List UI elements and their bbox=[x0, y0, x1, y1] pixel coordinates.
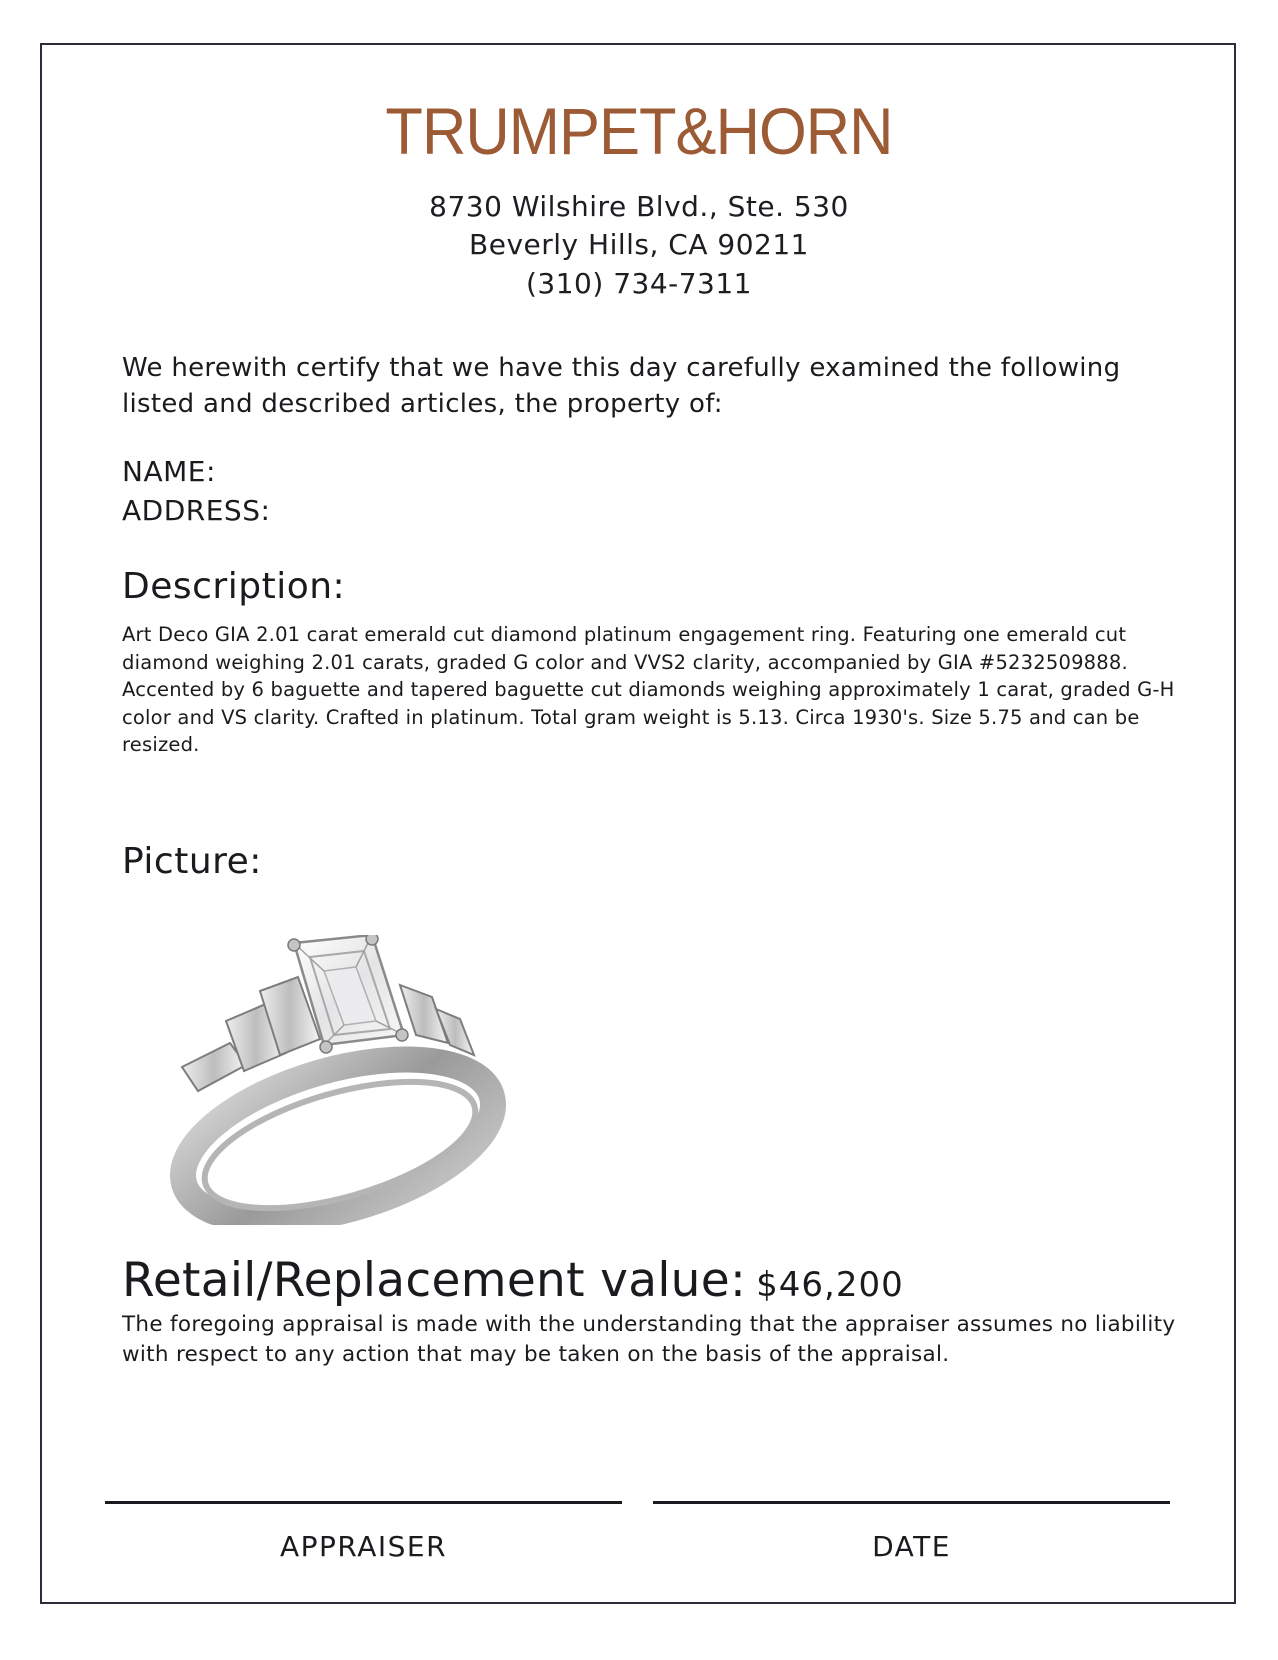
valuation-row bbox=[122, 1253, 904, 1308]
brand-logo: TRUMPET&HORN bbox=[385, 94, 893, 168]
certification-statement: We herewith certify that we have this day carefully examined the following listed and described articles, the property of: bbox=[122, 353, 1121, 419]
valuation-amount: $46,200 bbox=[756, 1265, 904, 1305]
ring-image bbox=[168, 935, 518, 1225]
picture-heading: Picture: bbox=[122, 841, 262, 882]
appraisal-disclaimer: The foregoing appraisal is made with the understanding that the appraiser assumes no liability with respect to any action that may be taken on the basis of the appraisal. bbox=[122, 1312, 1176, 1367]
address-label: ADDRESS: bbox=[122, 494, 271, 527]
description-heading: Description: bbox=[122, 566, 346, 607]
appraiser-label: APPRAISER bbox=[279, 1530, 448, 1563]
name-label: NAME: bbox=[122, 455, 216, 488]
date-label: DATE bbox=[872, 1530, 951, 1563]
address-city: Beverly Hills, CA 90211 bbox=[469, 228, 809, 261]
description-text: Art Deco GIA 2.01 carat emerald cut diamond platinum engagement ring. Featuring one emerald cut diamond weighing 2.01 carats, graded G color and VVS2 clarity, accompanied by GIA #5232509888. Accented by 6 baguette and tapered baguette cut diamonds weighing approximately 1 carat, graded G-H color and VS clarity. Crafted in platinum. Total gram weight is 5.13. Circa 1930's. Size 5.75 and can be resized. bbox=[122, 623, 1175, 756]
address-street: 8730 Wilshire Blvd., Ste. 530 bbox=[429, 190, 849, 223]
phone-number: (310) 734-7311 bbox=[526, 267, 752, 300]
date-signature-line bbox=[653, 1501, 1170, 1504]
valuation-label: Retail/Replacement value: bbox=[122, 1253, 747, 1308]
appraiser-signature-line bbox=[105, 1501, 622, 1504]
